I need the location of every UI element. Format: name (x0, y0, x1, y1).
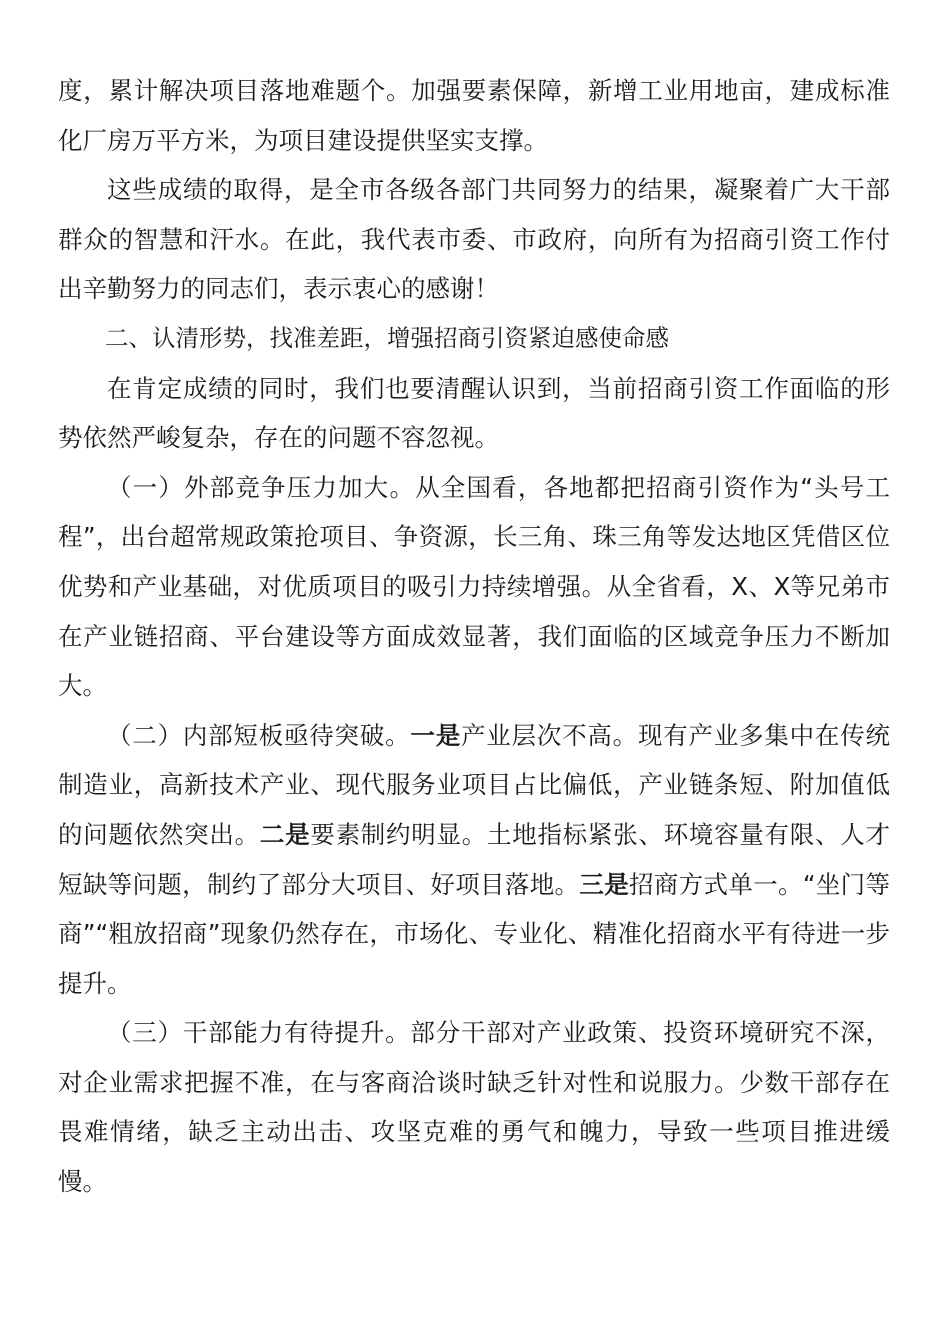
point-two-marker: 二是 (259, 819, 311, 849)
paragraph-6 (58, 711, 890, 1009)
paragraph-5: （一）外部竞争压力加大。从全国看，各地都把招商引资作为“头号工程”，出台超常规政策抢项目、争资源，长三角、珠三角等发达地区凭借区位优势和产业基础，对优质项目的吸引力持续增强。从全省看，X、X等兄弟市在产业链招商、平台建设等方面成效显著，我们面临的区域竞争压力不断加大。 (58, 472, 890, 701)
point-three-text: 招商方式单一。“坐门等商”“粗放招商”现象仍然存在，市场化、专业化、精准化招商水平有待进一步提升。 (58, 869, 890, 998)
paragraph-1: 度，累计解决项目落地难题个。加强要素保障，新增工业用地亩，建成标准化厂房万平方米，为项目建设提供坚实支撑。 (58, 76, 890, 155)
paragraph-4: 在肯定成绩的同时，我们也要清醒认识到，当前招商引资工作面临的形势依然严峻复杂，存在的问题不容忽视。 (58, 373, 890, 453)
paragraph-7: （三）干部能力有待提升。部分干部对产业政策、投资环境研究不深，对企业需求把握不准，在与客商洽谈时缺乏针对性和说服力。少数干部存在畏难情绪，缺乏主动出击、攻坚克难的勇气和魄力，导致一些项目推进缓慢。 (58, 1018, 890, 1197)
section-heading-2: 二、认清形势，找准差距，增强招商引资紧迫感使命感 (105, 323, 669, 352)
point-three-marker: 三是 (579, 869, 630, 899)
paragraph-2: 这些成绩的取得，是全市各级各部门共同努力的结果，凝聚着广大干部群众的智慧和汗水。在此，我代表市委、市政府，向所有为招商引资工作付出辛勤努力的同志们，表示衷心的感谢！ (58, 175, 890, 304)
point-two-text: 要素制约明显。土地指标紧张、环境容量有限、人才短缺等问题，制约了部分大项目、好项目落地。 (58, 819, 890, 899)
point-one-marker: 一是 (410, 720, 461, 750)
point-one-text: 产业层次不高。现有产业多集中在传统制造业，高新技术产业、现代服务业项目占比偏低，产业链条短、附加值低的问题依然突出。 (58, 720, 891, 849)
document-body (58, 66, 890, 1207)
paragraph-6-lead: （二）内部短板亟待突破。 (107, 720, 411, 750)
